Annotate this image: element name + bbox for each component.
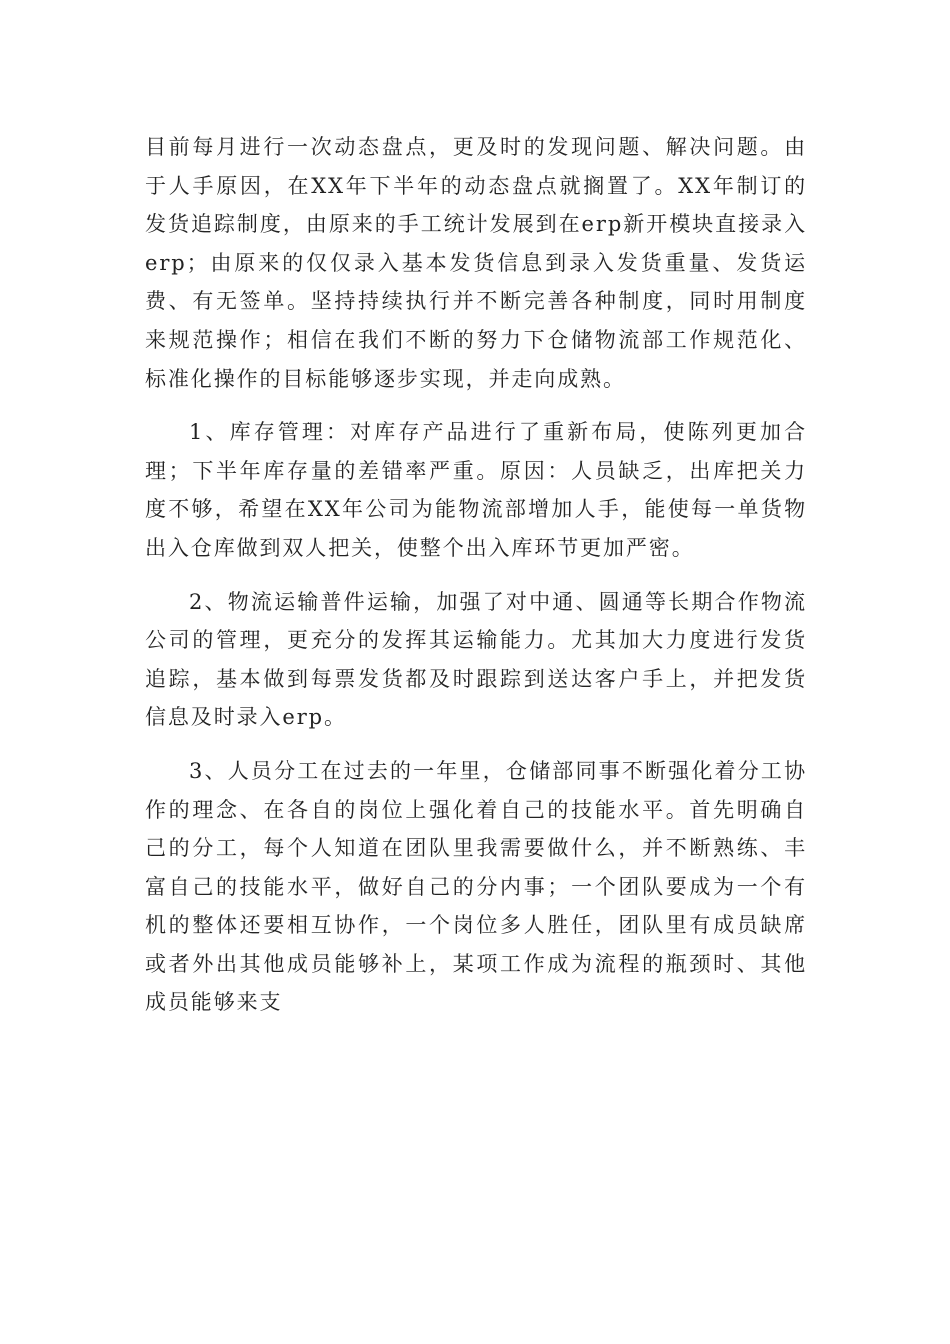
- paragraph-staff-division: 3、人员分工在过去的一年里，仓储部同事不断强化着分工协作的理念、在各自的岗位上强化着自己的技能水平。首先明确自己的分工，每个人知道在团队里我需要做什么，并不断熟练、丰富自己的技能水平，做好自己的分内事；一个团队要成为一个有机的整体还要相互协作，一个岗位多人胜任，团队里有成员缺席或者外出其他成员能够补上，某项工作成为流程的瓶颈时、其他成员能够来支: [145, 758, 807, 1015]
- document-page: [145, 128, 807, 1022]
- paragraph-logistics-transport: 2、物流运输普件运输，加强了对中通、圆通等长期合作物流公司的管理，更充分的发挥其运输能力。尤其加大力度进行发货追踪，基本做到每票发货都及时跟踪到送达客户手上，并把发货信息及时录入erp。: [145, 589, 807, 730]
- paragraph-warehouse-summary: 目前每月进行一次动态盘点，更及时的发现问题、解决问题。由于人手原因，在XX年下半年的动态盘点就搁置了。XX年制订的发货追踪制度，由原来的手工统计发展到在erp新开模块直接录入erp；由原来的仅仅录入基本发货信息到录入发货重量、发货运费、有无签单。坚持持续执行并不断完善各种制度，同时用制度来规范操作；相信在我们不断的努力下仓储物流部工作规范化、标准化操作的目标能够逐步实现，并走向成熟。: [145, 135, 807, 391]
- paragraph-inventory-management: 1、库存管理：对库存产品进行了重新布局，使陈列更加合理；下半年库存量的差错率严重。原因：人员缺乏，出库把关力度不够，希望在XX年公司为能物流部增加人手，能使每一单货物出入仓库做到双人把关，使整个出入库环节更加严密。: [145, 420, 807, 560]
